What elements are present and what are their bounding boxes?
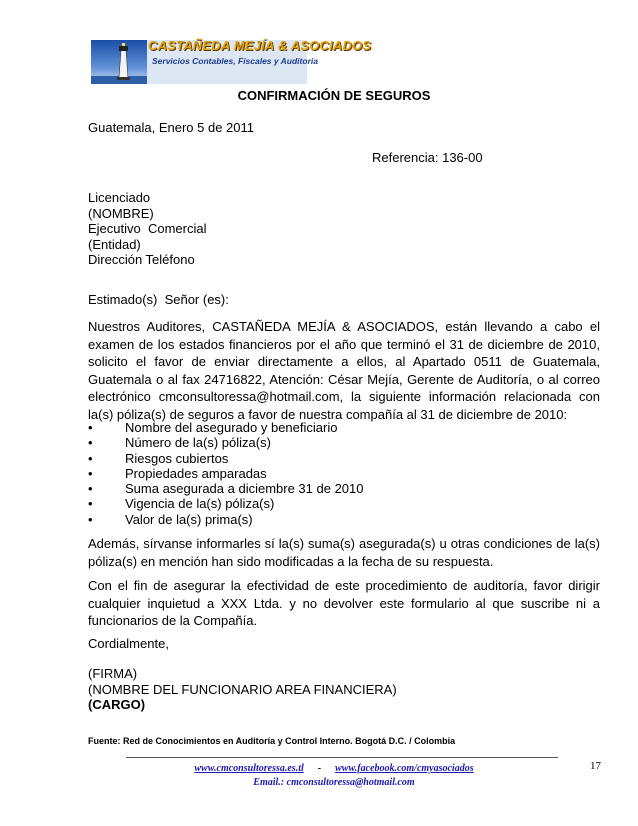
list-item-text: Vigencia de la(s) póliza(s): [125, 496, 275, 512]
recipient-block: [88, 190, 207, 268]
list-item: [88, 512, 364, 527]
list-item-text: Nombre del asegurado y beneficiario: [125, 420, 338, 435]
document-title: CONFIRMACIÓN DE SEGUROS: [237, 88, 431, 103]
bullet-icon: •: [88, 511, 93, 527]
bullet-icon: •: [88, 496, 93, 512]
recipient-line: Dirección Teléfono: [88, 252, 195, 267]
signature-role: (CARGO): [88, 697, 146, 712]
body-paragraph-2: Además, sírvanse informarles sí la(s) suma(s) asegurada(s) u otras condiciones de la(s) póliza(s) en mención han sido modificadas a la fecha de su respuesta.: [88, 536, 600, 569]
bullet-icon: •: [88, 435, 93, 451]
bullet-icon: •: [88, 420, 93, 435]
bullet-icon: •: [88, 450, 93, 466]
firm-name: CASTAÑEDA MEJÍA & ASOCIADOS: [148, 38, 372, 53]
reference-number: Referencia: 136-00: [372, 150, 483, 165]
footer-divider: [126, 757, 558, 758]
signature-line: (NOMBRE DEL FUNCIONARIO AREA FINANCIERA): [88, 681, 397, 697]
recipient-line: Licenciado: [88, 190, 151, 205]
page-number: 17: [590, 760, 601, 772]
source-note: Fuente: Red de Conocimientos en Auditoría y Control Interno. Bogotá D.C. / Colombia: [88, 736, 456, 746]
body-paragraph-3: Con el fin de asegurar la efectividad de este procedimiento de auditoría, favor dirigir cualquier inquietud a XXX Ltda. y no devolver este formulario al que suscribe ni a funcionarios de la Compañía.: [88, 578, 600, 629]
list-item: [88, 435, 364, 450]
requested-info-list: [88, 420, 364, 527]
recipient-line: (NOMBRE): [88, 205, 154, 221]
bullet-icon: •: [88, 465, 93, 481]
footer-separator: -: [317, 763, 322, 774]
list-item: [88, 451, 364, 466]
list-item: [88, 481, 364, 496]
body-paragraph-1: Nuestros Auditores, CASTAÑEDA MEJÍA & ASOCIADOS, están llevando a cabo el examen de los estados financieros por el año que terminó el 31 de diciembre de 2010, solicito el favor de enviar directamente a ellos, al Apartado 0511 de Guatemala, Guatemala o al fax 24716822, Atención: César Mejía, Gerente de Auditoría, o al correo electrónico cmconsultoressa@hotmail.com, la siguiente información relacionada con la(s) póliza(s) de seguros a favor de nuestra compañía al 31 de diciembre de 2010:: [88, 319, 600, 422]
facebook-link[interactable]: www.facebook.com/cmyasociados: [335, 763, 474, 774]
list-item-text: Valor de la(s) prima(s): [125, 511, 253, 527]
list-item: [88, 466, 364, 481]
date-line: Guatemala, Enero 5 de 2011: [88, 120, 254, 135]
list-item-text: Número de la(s) póliza(s): [125, 435, 271, 451]
salutation: Estimado(s) Señor (es):: [88, 292, 229, 307]
bullet-icon: •: [88, 481, 93, 497]
firm-tagline: Servicios Contables, Fiscales y Auditoria: [152, 56, 318, 66]
footer-email[interactable]: Email.: cmconsultoressa@hotmail.com: [253, 777, 415, 788]
list-item: [88, 420, 364, 435]
footer-links: [0, 763, 638, 774]
website-link[interactable]: www.cmconsultoressa.es.tl: [194, 763, 304, 774]
signature-block: [88, 666, 397, 713]
recipient-line: (Entidad): [88, 236, 141, 252]
closing: Cordialmente,: [88, 636, 169, 651]
list-item: [88, 496, 364, 511]
recipient-line: Ejecutivo Comercial: [88, 221, 207, 236]
list-item-text: Riesgos cubiertos: [125, 450, 229, 466]
list-item-text: Suma asegurada a diciembre 31 de 2010: [125, 481, 364, 497]
list-item-text: Propiedades amparadas: [125, 465, 267, 481]
signature-line: (FIRMA): [88, 666, 138, 681]
